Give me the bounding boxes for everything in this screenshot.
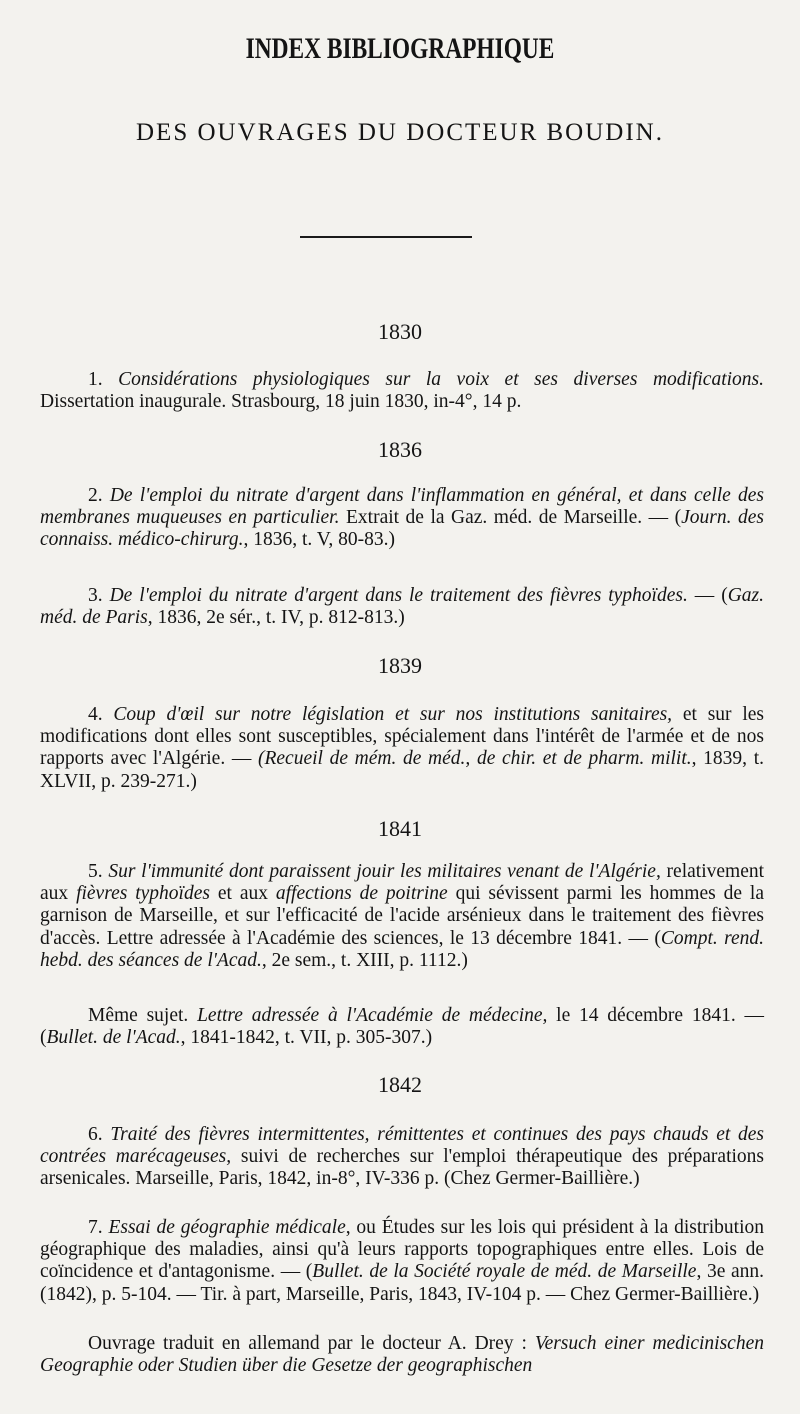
entry-text: — ( (687, 585, 728, 606)
entry-text: le 14 décembre 1841. — ( (40, 1005, 764, 1049)
entry-italic-text: Essai de géographie médicale (108, 1217, 346, 1238)
entry-text: , 1839, t. XLVII, p. 239-271.) (40, 748, 764, 792)
entry-italic-text: fièvres typhoïdes (76, 883, 210, 905)
entry-text: et aux (209, 883, 276, 905)
year-heading-1841: 1841 (378, 816, 422, 841)
entry-text: , ou Études sur les lois qui président à la distribution géographique des maladies, ainsi qu'à leurs rapports topographiques entre elles. Lois de coïncidence et d'antagonisme. — ( (40, 1217, 764, 1283)
entry-text: suivi de recherches sur l'emploi thérapeutique des préparations arsenicales. Marseille, Paris, 1842, in-8°, IV-336 p. (Chez Germer-Baillière.) (40, 1146, 765, 1190)
entry-text: relativement aux (40, 861, 765, 905)
bibliography-entry-1 (40, 369, 764, 413)
entry-text: , 1836, t. V, 80-83.) (243, 529, 395, 551)
entry-text: , 3e ann. (1842), p. 5-104. — Tir. à part, Marseille, Paris, 1843, IV-104 p. — Chez Germer-Baillière.) (40, 1261, 764, 1305)
entry-text: 2. (88, 485, 110, 506)
bibliography-entry-3 (40, 585, 764, 629)
entry-italic-text: Journ. des connaiss. médico-chirurg. (40, 507, 764, 551)
entry-text: et sur les modifications dont elles sont susceptibles, spécialement dans l'intérêt de l'armée et de nos rapports avec l'Algérie. — (40, 704, 764, 770)
bibliography-entry-2 (40, 485, 764, 552)
title-rule (300, 236, 472, 238)
entry-italic-text: (Recueil de mém. de méd., de chir. et de pharm. milit. (258, 748, 692, 770)
year-heading-1839: 1839 (378, 653, 422, 678)
year-heading-1836: 1836 (378, 437, 422, 462)
entry-italic-text: affections de poitrine (275, 883, 448, 905)
entry-text: 6. (88, 1124, 111, 1145)
entry-italic-text: Bullet. de l'Acad. (46, 1027, 181, 1049)
entry-italic-text: De l'emploi du nitrate d'argent dans l'inflammation en général, et dans celle des membranes muqueuses en particulier. (40, 485, 764, 529)
entry-text: , 1841-1842, t. VII, p. 305-307.) (180, 1027, 433, 1049)
bibliography-entry-6 (40, 1124, 764, 1191)
entry-text: 3. (88, 585, 110, 606)
entry-italic-text: Gaz. méd. de Paris (40, 585, 764, 629)
entry-italic-text: Traité des fièvres intermittentes, rémittentes et continues des pays chauds et des contrées marécageuses, (40, 1124, 765, 1168)
entry-text: , 2e sem., t. XIII, p. 1112.) (261, 949, 468, 971)
year-heading-1830: 1830 (378, 319, 422, 344)
entry-text: 1. (88, 369, 119, 390)
entry-italic-text: De l'emploi du nitrate d'argent dans le traitement des fièvres typhoïdes. (109, 585, 688, 606)
entry-text: 7. (88, 1217, 109, 1238)
entry-text: Dissertation inaugurale. Strasbourg, 18 juin 1830, in-4°, 14 p. (40, 391, 522, 413)
entry-italic-text: Sur l'immunité dont paraissent jouir les militaires venant de l'Algérie, (108, 861, 661, 882)
entry-text: , 1836, 2e sér., t. IV, p. 812-813.) (147, 607, 405, 629)
entry-text: Ouvrage traduit en allemand par le docteur A. Drey : (88, 1333, 535, 1354)
year-heading-1842: 1842 (378, 1072, 422, 1097)
entry-italic-text: Coup d'œil sur notre législation et sur nos institutions sanitaires, (113, 704, 673, 725)
bibliography-entry-7-translation (40, 1333, 764, 1377)
index-title: INDEX BIBLIOGRAPHIQUE (245, 32, 555, 65)
entry-text: Même sujet. (88, 1005, 198, 1026)
bibliography-entry-5-bis (40, 1005, 764, 1049)
entry-italic-text: Compt. rend. hebd. des séances de l'Acad. (40, 927, 765, 971)
entry-text: 4. (88, 704, 114, 725)
entry-text: Extrait de la Gaz. méd. de Marseille. — ( (339, 507, 682, 529)
bibliography-entry-4 (40, 704, 764, 793)
entry-italic-text: Lettre adressée à l'Académie de médecine, (197, 1005, 548, 1026)
bibliography-entry-5 (40, 861, 764, 972)
entry-text: 5. (88, 861, 109, 882)
entry-italic-text: Considérations physiologiques sur la voix et ses diverses modifications. (118, 369, 764, 390)
entry-italic-text: Bullet. de la Société royale de méd. de Marseille (312, 1261, 697, 1283)
bibliography-entry-7 (40, 1217, 764, 1306)
entry-text: qui sévissent parmi les hommes de la garnison de Marseille, et sur l'efficacité de l'acide arsénieux dans le traitement des fièvres d'accès. Lettre adressée à l'Académie des sciences, le 13 décembre 1841. — ( (40, 883, 764, 949)
index-subtitle: DES OUVRAGES DU DOCTEUR BOUDIN. (136, 119, 664, 146)
entry-italic-text: Versuch einer medicinischen Geographie oder Studien über die Gesetze der geographischen (40, 1333, 764, 1377)
